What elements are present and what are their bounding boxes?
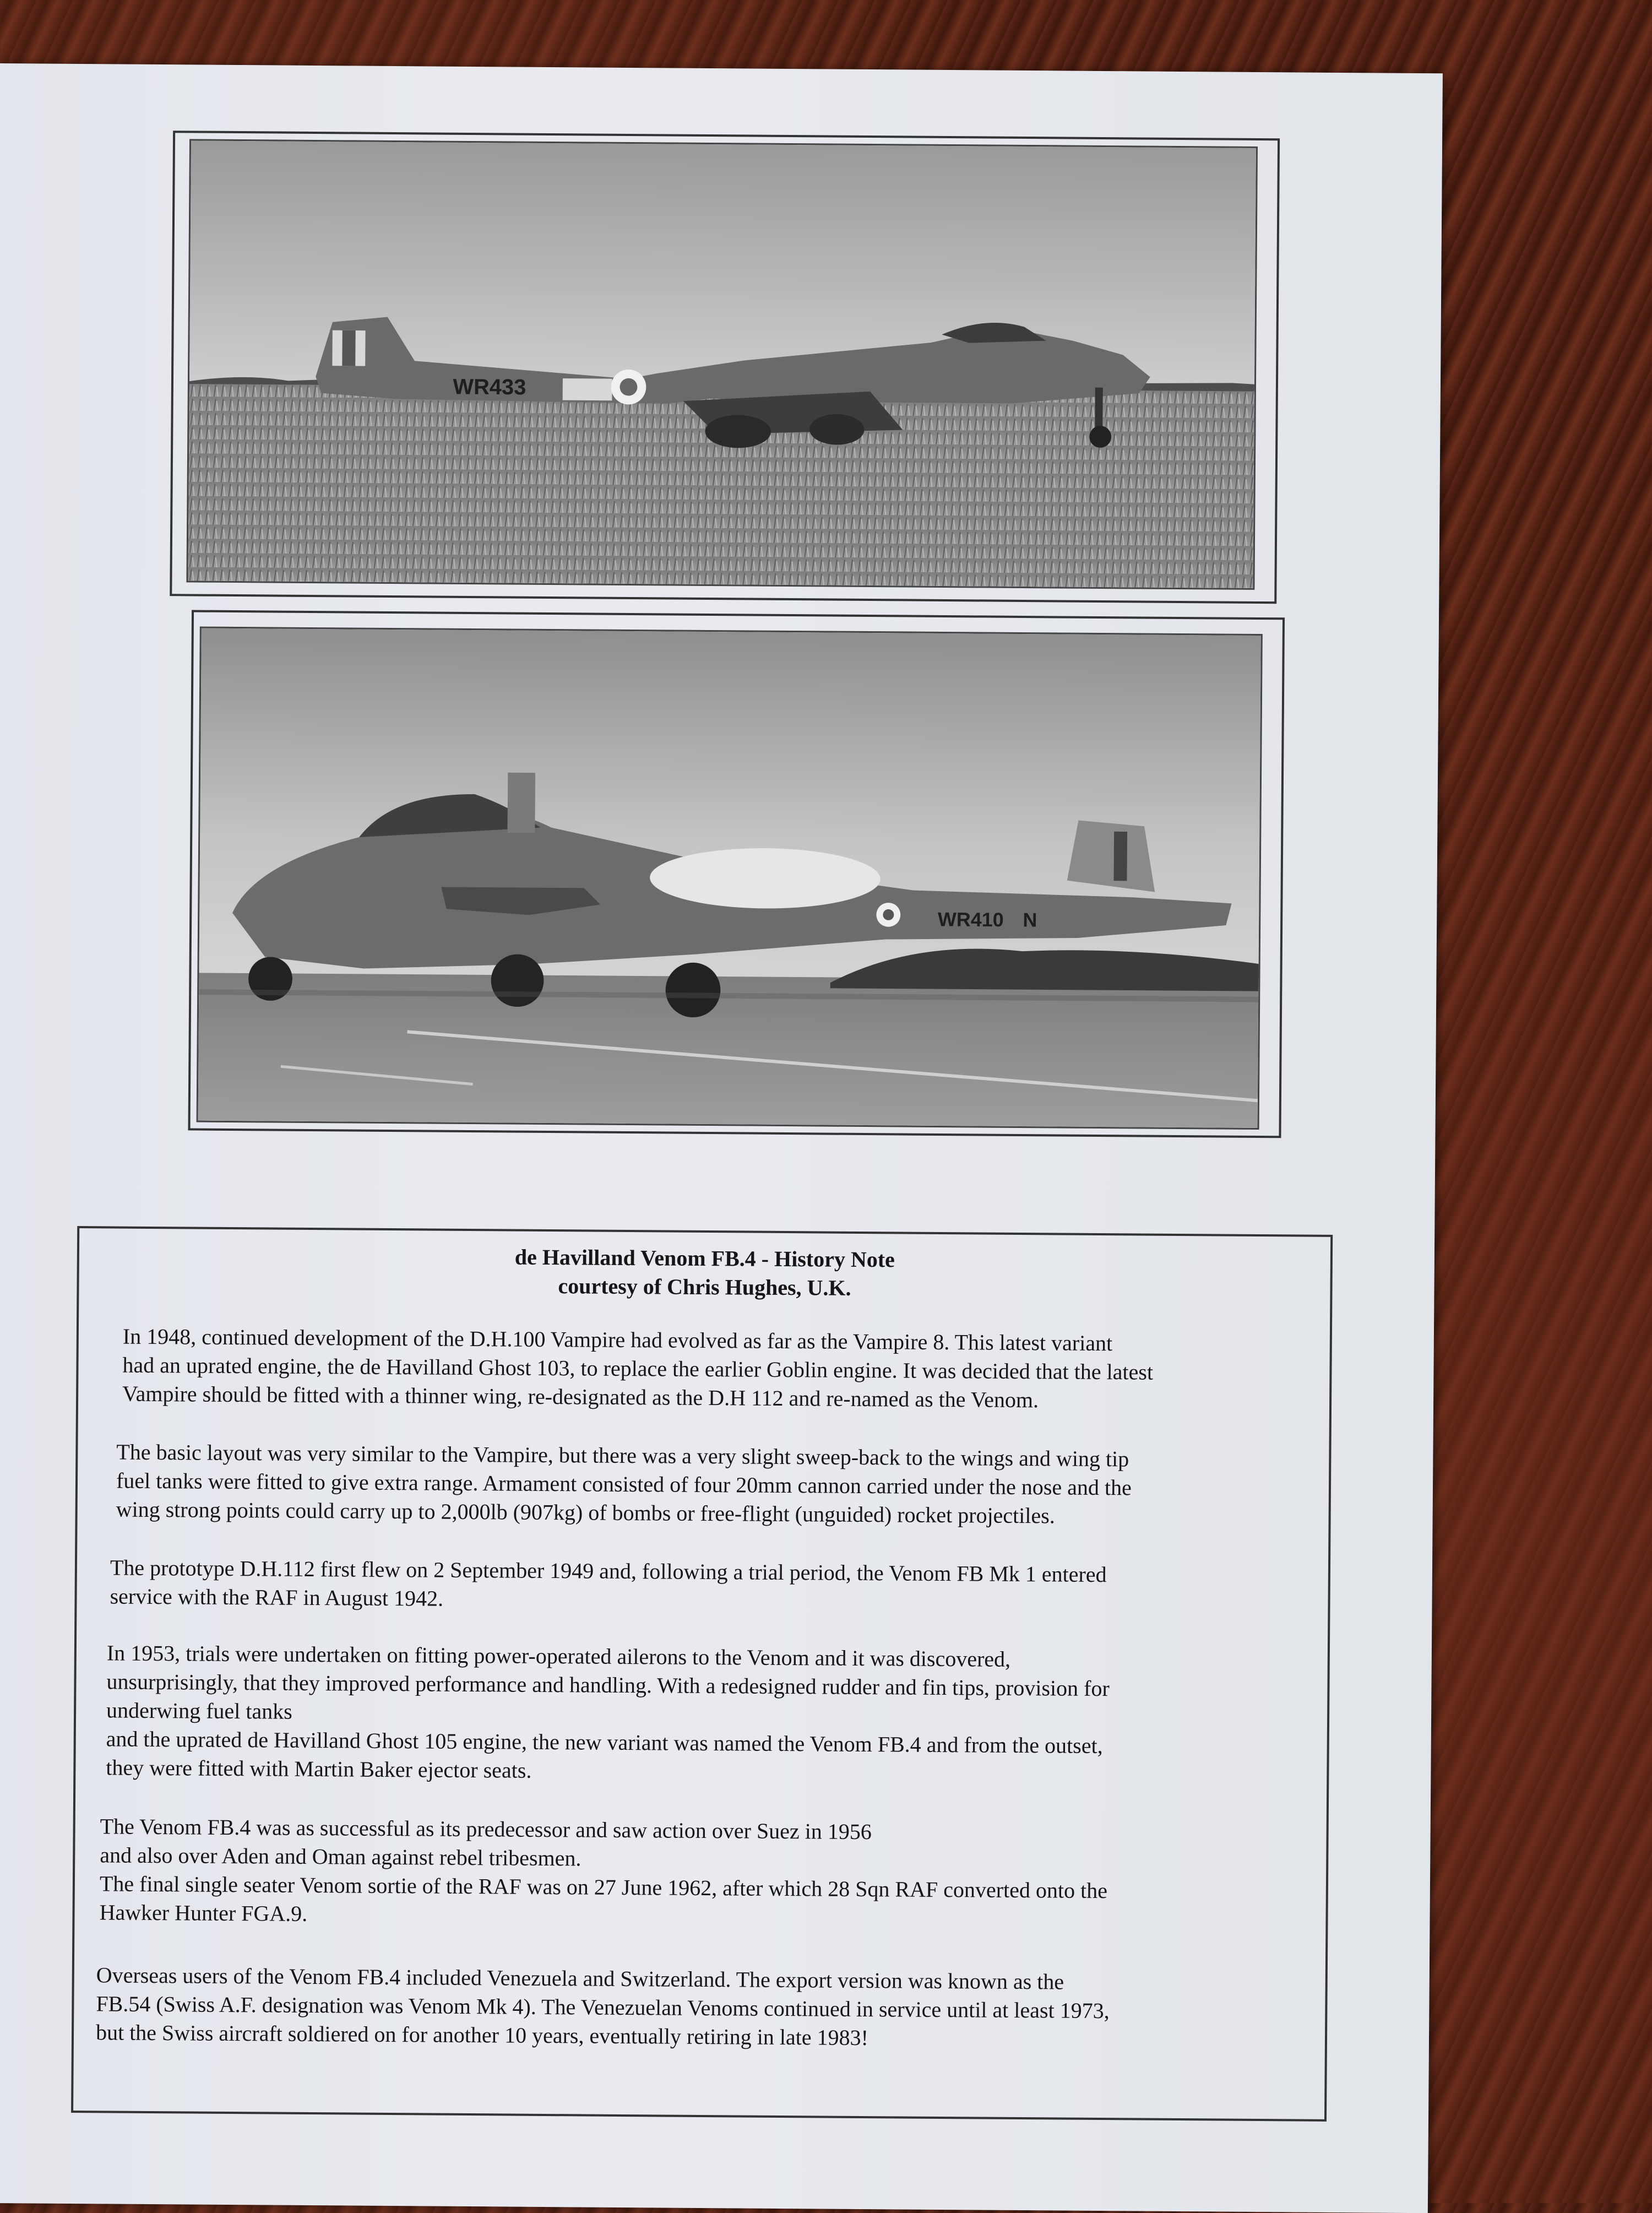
paragraph-line: and also over Aden and Oman against rebel tribesmen. [100,1842,582,1871]
paragraph-2 [116,1438,1132,1531]
history-note-box [71,1226,1333,2122]
aircraft-code-bottom: N [1023,909,1037,931]
paragraph-line: fuel tanks were fitted to give extra range. Armament consisted of four 20mm cannon carried under the nose and the [116,1468,1132,1500]
paragraph-line: In 1953, trials were undertaken on fitting power-operated ailerons to the Venom and it was discovered, [106,1640,1011,1672]
paragraph-line: had an uprated engine, the de Havilland Ghost 103, to replace the earlier Goblin engine. It was decided that the latest [122,1352,1154,1385]
paragraph-line: and the uprated de Havilland Ghost 105 engine, the new variant was named the Venom FB.4 and from the outset, [106,1726,1103,1759]
paragraph-line: Hawker Hunter FGA.9. [99,1900,308,1926]
paragraph-line: Overseas users of the Venom FB.4 included Venezuela and Switzerland. The export version was known as the [96,1962,1064,1994]
paragraph-line: unsurprisingly, that they improved performance and handling. With a redesigned rudder and fin tips, provision for [106,1669,1110,1701]
document-title: de Havilland Venom FB.4 - History Note [514,1244,895,1272]
paragraph-line: FB.54 (Swiss A.F. designation was Venom Mk 4). The Venezuelan Venoms continued in service until at least 1973, [96,1991,1110,2024]
paragraph-line: but the Swiss aircraft soldiered on for another 10 years, eventually retiring in late 1983! [95,2020,869,2051]
paragraph-5 [99,1812,1107,1934]
document-page [0,63,1443,2213]
paragraph-4 [106,1639,1110,1789]
paragraph-6 [96,1961,1110,2054]
aircraft-serial-top: WR433 [453,375,526,400]
aircraft-photo-side-view [186,139,1258,590]
paragraph-line: service with the RAF in August 1942. [110,1583,444,1611]
paragraph-line: they were fitted with Martin Baker ejector seats. [106,1755,532,1783]
paragraph-line: The basic layout was very similar to the Vampire, but there was a very slight sweep-back to the wings and wing tip [116,1439,1129,1472]
aircraft-photo-front-quarter [197,627,1263,1130]
paragraph-line: The Venom FB.4 was as successful as its predecessor and saw action over Suez in 1956 [100,1814,872,1845]
paragraph-line: underwing fuel tanks [106,1697,292,1724]
paragraph-line: wing strong points could carry up to 2,000lb (907kg) of bombs or free-flight (unguided) rocket projectiles. [116,1496,1055,1528]
aircraft-serial-bottom: WR410 [937,908,1004,931]
paragraph-line: The prototype D.H.112 first flew on 2 September 1949 and, following a trial period, the Venom FB Mk 1 entered [110,1555,1107,1587]
paragraph-line: In 1948, continued development of the D.H.100 Vampire had evolved as far as the Vampire 8. This latest variant [122,1324,1113,1356]
paragraph-3 [110,1553,1106,1618]
paragraph-1 [122,1322,1154,1415]
paragraph-line: Vampire should be fitted with a thinner wing, re-designated as the D.H 112 and re-named as the Venom. [122,1381,1039,1413]
document-credit: courtesy of Chris Hughes, U.K. [558,1273,851,1300]
paragraph-line: The final single seater Venom sortie of the RAF was on 27 June 1962, after which 28 Sqn RAF converted onto the [99,1871,1108,1903]
